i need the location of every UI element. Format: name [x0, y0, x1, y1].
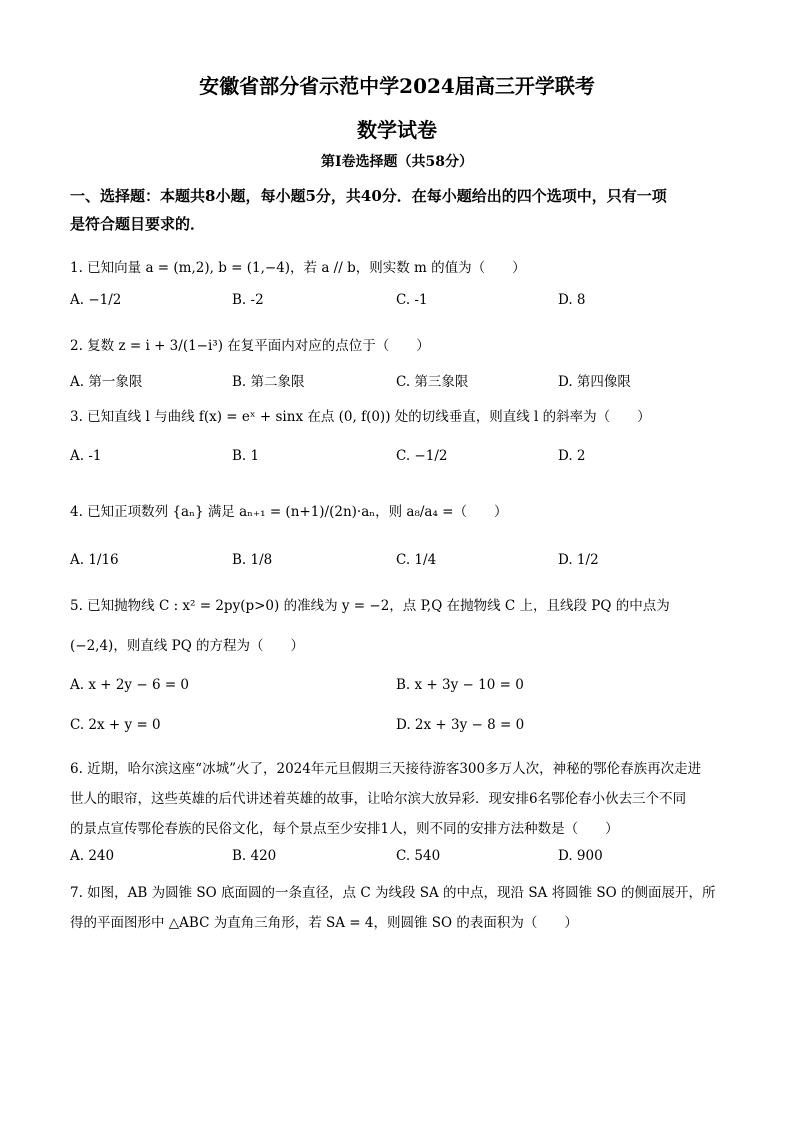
question-5-option-c: C. 2x + y = 0: [70, 717, 161, 733]
question-2-option-a: A. 第一象限: [70, 374, 143, 390]
question-4-option-a: A. 1/16: [70, 552, 119, 568]
question-3-option-a: A. -1: [70, 448, 102, 464]
question-3-option-b: B. 1: [232, 448, 260, 464]
question-5-stem-line2: (−2,4)，则直线 PQ 的方程为（ ）: [70, 638, 305, 654]
question-6-option-d: D. 900: [558, 848, 603, 864]
question-7-stem-line1: 7. 如图，AB 为圆锥 SO 底面圆的一条直径，点 C 为线段 SA 的中点，现沿 SA 将圆锥 SO 的侧面展开，所: [70, 885, 716, 901]
question-2-stem: 2. 复数 z = i + 3/(1−i³) 在复平面内对应的点位于（ ）: [70, 338, 430, 354]
question-3-stem: 3. 已知直线 l 与曲线 f(x) = eˣ + sinx 在点 (0, f(0)) 处的切线垂直，则直线 l 的斜率为（ ）: [70, 409, 651, 425]
question-5-option-b: B. x + 3y − 10 = 0: [396, 677, 524, 693]
question-6-option-b: B. 420: [232, 848, 277, 864]
question-5-option-d: D. 2x + 3y − 8 = 0: [396, 717, 525, 733]
question-4-stem: 4. 已知正项数列 {aₙ} 满足 aₙ₊₁ = (n+1)/(2n)·aₙ，则 a₈/a₄ =（ ）: [70, 504, 508, 520]
exam-part: 第Ⅰ卷选择题（共58分）: [320, 154, 474, 170]
question-6-option-c: C. 540: [396, 848, 441, 864]
question-6-stem-line2: 世人的眼帘，这些英雄的后代讲述着英雄的故事，让哈尔滨大放异彩．现安排6名鄂伦春小伙去三个不同: [70, 791, 687, 807]
section-heading-line2: 是符合题目要求的．: [70, 215, 206, 233]
question-2-option-d: D. 第四像限: [558, 374, 631, 390]
section-heading-line1: 一、选择题：本题共8小题，每小题5分，共40分．在每小题给出的四个选项中，只有一项: [70, 187, 667, 205]
question-1-option-d: D. 8: [558, 292, 586, 308]
exam-title: 安徽省部分省示范中学2024届高三开学联考: [199, 74, 595, 98]
question-2-option-c: C. 第三象限: [396, 374, 469, 390]
question-3-option-c: C. −1/2: [396, 448, 448, 464]
exam-subject: 数学试卷: [357, 118, 437, 142]
question-1-option-a: A. −1/2: [70, 292, 122, 308]
question-1-stem: 1. 已知向量 a = (m,2), b = (1,−4)，若 a // b，则实数 m 的值为（ ）: [70, 260, 526, 276]
question-2-option-b: B. 第二象限: [232, 374, 305, 390]
question-6-stem-line3: 的景点宣传鄂伦春族的民俗文化，每个景点至少安排1人，则不同的安排方法种数是（ ）: [70, 821, 619, 837]
question-4-option-d: D. 1/2: [558, 552, 599, 568]
question-5-stem-line1: 5. 已知抛物线 C : x² = 2py(p>0) 的准线为 y = −2，点 P,Q 在抛物线 C 上，且线段 PQ 的中点为: [70, 598, 670, 614]
question-4-option-b: B. 1/8: [232, 552, 273, 568]
question-1-option-b: B. -2: [232, 292, 264, 308]
question-3-option-d: D. 2: [558, 448, 586, 464]
question-1-option-c: C. -1: [396, 292, 428, 308]
question-6-option-a: A. 240: [70, 848, 115, 864]
question-7-stem-line2: 得的平面图形中 △ABC 为直角三角形，若 SA = 4，则圆锥 SO 的表面积为（ ）: [70, 915, 578, 931]
question-4-option-c: C. 1/4: [396, 552, 437, 568]
question-5-option-a: A. x + 2y − 6 = 0: [70, 677, 190, 693]
question-6-stem-line1: 6. 近期，哈尔滨这座“冰城”火了，2024年元旦假期三天接待游客300多万人次，神秘的鄂伦春族再次走进: [70, 761, 702, 777]
